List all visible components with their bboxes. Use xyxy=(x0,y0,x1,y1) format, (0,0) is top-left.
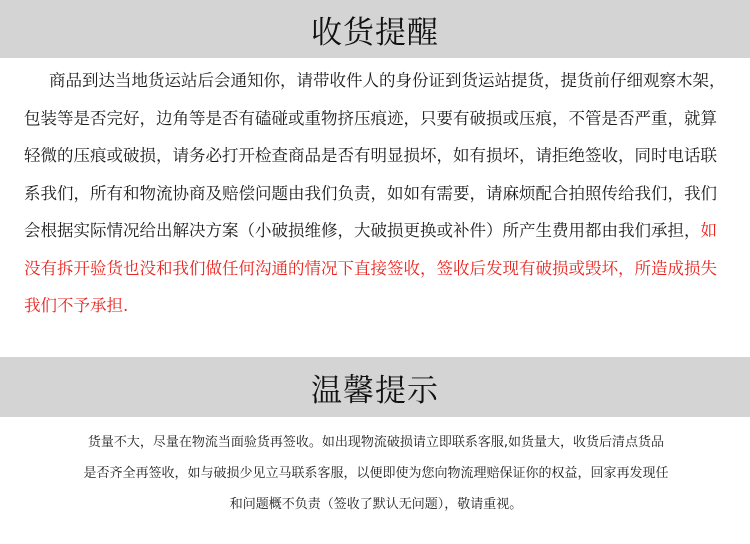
tips-line-1: 货量不大，尽量在物流当面验货再签收。如出现物流破损请立即联系客服,如货量大，收货后清点货品 xyxy=(87,435,665,450)
reminder-highlight-text: 如没有拆开验货也没和我们做任何沟通的情况下直接签收，签收后发现有破损或毁坏，所造成损失我们不予承担. xyxy=(24,221,717,315)
reminder-body xyxy=(24,62,730,325)
reminder-paragraph xyxy=(24,62,730,325)
tips-line-3: 和问题概不负责（签收了默认无问题），敬请重视。 xyxy=(229,497,523,512)
reminder-header xyxy=(0,0,750,58)
reminder-normal-text: 商品到达当地货运站后会通知你，请带收件人的身份证到货运站提货，提货前仔细观察木架，包装等是否完好，边角等是否有磕碰或重物挤压痕迹，只要有破损或压痕，不管是否严重，就算轻微的压痕或破损，请务必打开检查商品是否有明显损坏，如有损坏，请拒绝签收，同时电话联系我们，所有和物流协商及赔偿问题由我们负责，如如有需要，请麻烦配合拍照传给我们，我们会根据实际情况给出解决方案（小破损维修，大破损更换或补件）所产生费用都由我们承担， xyxy=(24,71,726,240)
tips-title: 温馨提示 xyxy=(311,372,439,409)
tips-body xyxy=(20,427,732,520)
reminder-title: 收货提醒 xyxy=(311,14,439,51)
tips-line-2: 是否齐全再签收，如与破损少见立马联系客服，以便即使为您向物流理赔保证你的权益，回家再发现任 xyxy=(83,466,669,481)
tips-header xyxy=(0,357,750,417)
